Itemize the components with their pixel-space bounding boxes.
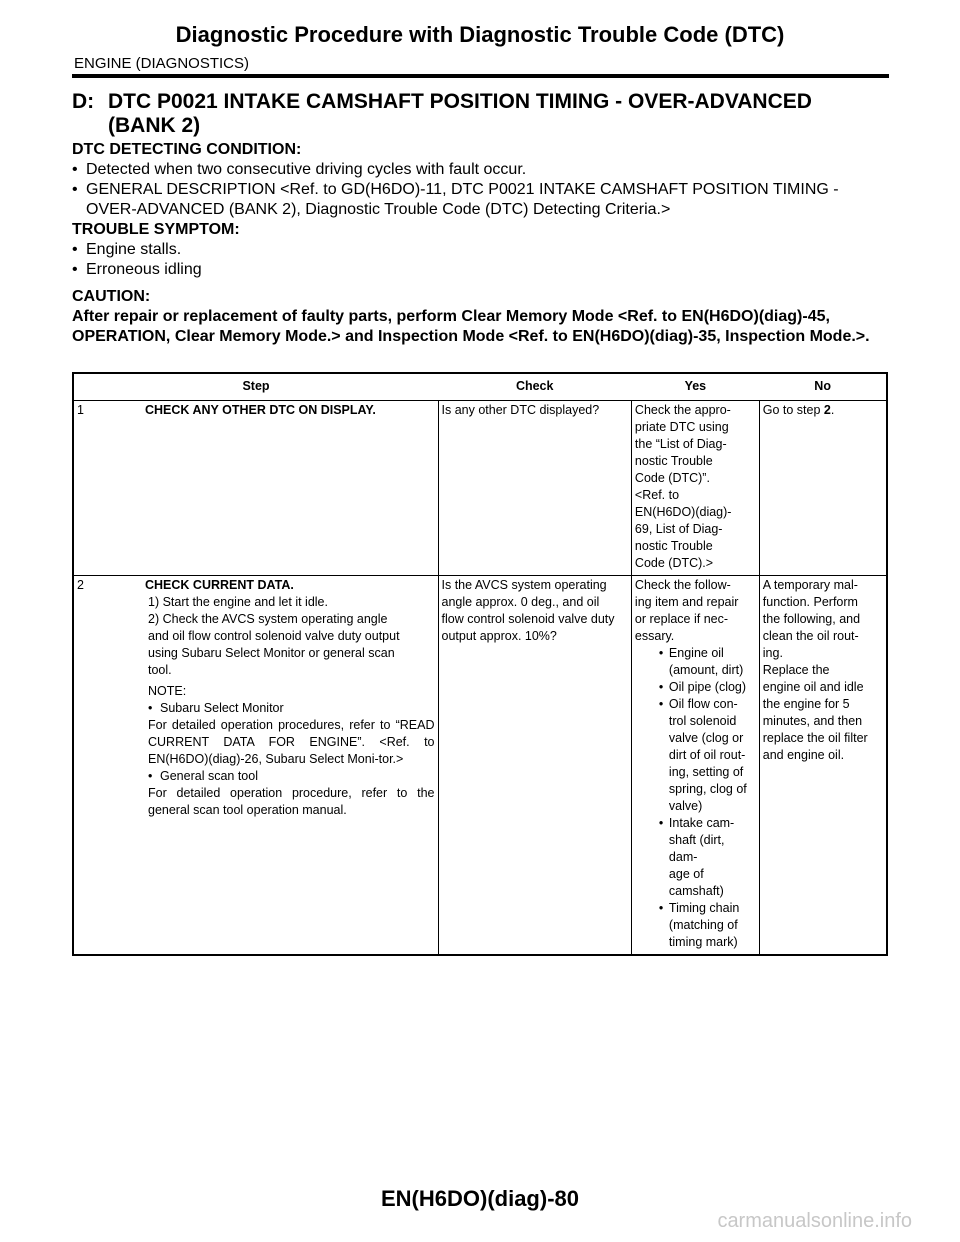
symptom-bullet: • Erroneous idling [72, 260, 892, 280]
detecting-bullet: • Detected when two consecutive driving cycles with fault occur. [72, 160, 892, 180]
no-cell: Go to step 2. [759, 401, 887, 576]
diagnostic-steps-table [72, 372, 888, 956]
check-item: • Oil flow con- trol solenoid valve (clog or dirt of oil rout- ing, setting of spring, clog of valve) [659, 696, 756, 815]
page-header-title: Diagnostic Procedure with Diagnostic Trouble Code (DTC) [175, 22, 785, 47]
dtc-title-line2: (BANK 2) [108, 114, 201, 137]
header-yes: Yes [631, 373, 759, 401]
dtc-label: D: [72, 90, 95, 113]
step-number: 1 [77, 403, 84, 417]
symptom-heading: TROUBLE SYMPTOM: [72, 221, 240, 238]
page-number: EN(H6DO)(diag)-80 [380, 1186, 579, 1211]
step-name: CHECK CURRENT DATA. [145, 578, 294, 592]
check-item: • Timing chain (matching of timing mark) [659, 900, 756, 951]
caution-heading: CAUTION: [72, 288, 151, 305]
check-cell: Is any other DTC displayed? [438, 401, 631, 576]
section-name: ENGINE (DIAGNOSTICS) [74, 55, 250, 72]
note-heading: NOTE: [148, 684, 187, 698]
step-cell [73, 401, 438, 576]
dtc-title-line1: DTC P0021 INTAKE CAMSHAFT POSITION TIMING - OVER-ADVANCED [108, 90, 812, 113]
step-instructions: 1) Start the engine and let it idle. 2) Check the AVCS system operating angle and oil flow control solenoid valve duty output using Subaru Select Monitor or general scan tool. [148, 595, 400, 677]
check-item: • Intake cam- shaft (dirt, dam- age of camshaft) [659, 815, 756, 900]
step-number: 2 [77, 578, 84, 592]
yes-cell: Check the appro- priate DTC using the “List of Diag- nostic Trouble Code (DTC)”. <Ref. to EN(H6DO)(diag)- 69, List of Diag- nostic Trouble Code (DTC).> [631, 401, 759, 576]
header-check: Check [438, 373, 631, 401]
detecting-bullet: • GENERAL DESCRIPTION <Ref. to GD(H6DO)-11, DTC P0021 INTAKE CAMSHAFT POSITION TIMING - OVER-ADVANCED (BANK 2), Diagnostic Trouble Code (DTC) Detecting Criteria.> [72, 180, 892, 220]
header-step: Step [73, 373, 438, 401]
check-item: • Oil pipe (clog) [659, 679, 756, 696]
no-cell: A temporary mal- function. Perform the following, and clean the oil rout- ing. Replace the engine oil and idle the engine for 5 minutes, and then replace the oil filter and engine oil. [759, 576, 887, 956]
step-link: 2 [823, 403, 831, 417]
table-header-row [73, 373, 887, 401]
dtc-title [72, 90, 872, 138]
symptom-bullet: • Engine stalls. [72, 240, 892, 260]
yes-cell: Check the follow- ing item and repair or replace if nec- essary. • Engine oil (amount, dirt) • Oil pipe (clog) • Oil flow con- trol solenoid valve (clog or dirt of oil rout- ing, setting of spring, clog of valve) • Intake cam- shaft (dirt, dam- age of camshaft) • Timing chain (matching of timing mark) [631, 576, 759, 956]
caution-block [72, 287, 892, 347]
detecting-condition [72, 140, 892, 280]
caution-text: After repair or replacement of faulty parts, perform Clear Memory Mode <Ref. to EN(H6DO)(diag)-45, OPERATION, Clear Memory Mode.> and Inspection Mode <Ref. to EN(H6DO)(diag)-35, Inspection Mode.>. [72, 308, 870, 345]
step-note [77, 683, 435, 819]
table-row [73, 401, 887, 576]
note-bullet: • General scan tool [148, 768, 435, 785]
note-text: For detailed operation procedures, refer to “READ CURRENT DATA FOR ENGINE”. <Ref. to EN(H6DO)(diag)-26, Subaru Select Moni-tor.> [148, 718, 435, 766]
note-bullet: • Subaru Select Monitor [148, 700, 435, 717]
step-name: CHECK ANY OTHER DTC ON DISPLAY. [145, 403, 376, 417]
check-item: • Engine oil (amount, dirt) [659, 645, 756, 679]
header-rule [72, 74, 889, 78]
header-no: No [759, 373, 887, 401]
check-item-list [635, 645, 756, 951]
note-text: For detailed operation procedure, refer to the general scan tool operation manual. [148, 786, 435, 817]
detecting-heading: DTC DETECTING CONDITION: [72, 141, 302, 158]
watermark-text: carmanualsonline.info [717, 1210, 912, 1232]
step-cell [73, 576, 438, 956]
table-row [73, 576, 887, 956]
check-cell: Is the AVCS system operating angle approx. 0 deg., and oil flow control solenoid valve duty output approx. 10%? [438, 576, 631, 956]
